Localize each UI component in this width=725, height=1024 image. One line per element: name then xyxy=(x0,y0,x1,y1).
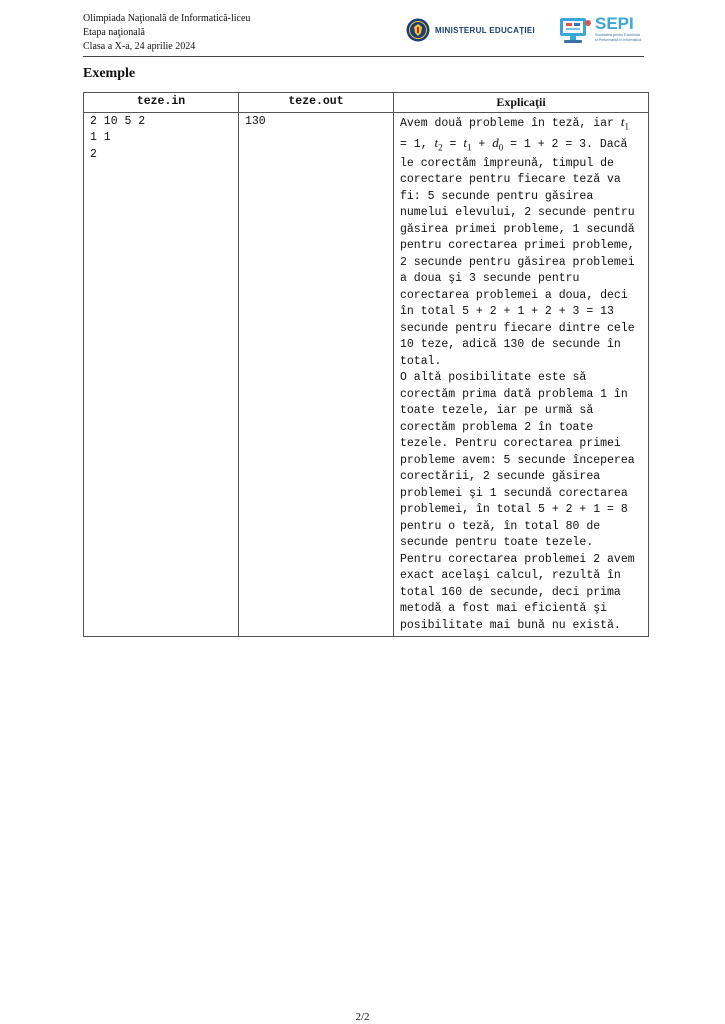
explanation-cell xyxy=(394,112,649,637)
explanation-line: secunde pentru toate tezele. xyxy=(400,536,594,550)
explanation-line: numelui elevului, 2 secunde pentru xyxy=(400,206,635,220)
header-input-file: teze.in xyxy=(84,93,239,113)
explanation-line: probleme avem: 5 secunde începerea xyxy=(400,453,635,467)
header-class-date: Clasa a X-a, 24 aprilie 2024 xyxy=(83,41,196,52)
header-explanations: Explicaţii xyxy=(394,93,649,113)
explanation-line: posibilitate mai bună nu există. xyxy=(400,618,621,632)
header-divider xyxy=(83,56,644,57)
sepi-computer-icon xyxy=(558,15,592,47)
explanation-line: secunde pentru fiecare dintre cele xyxy=(400,321,635,335)
explanation-line: problemei şi 1 secundă corectarea xyxy=(400,486,628,500)
header-olympiad: Olimpiada Naţională de Informatică-liceu xyxy=(83,13,251,24)
table-row xyxy=(84,112,649,637)
explanation-line: corectăm prima dată problema 1 în xyxy=(400,387,628,401)
explanation-line: total 160 de secunde, deci prima xyxy=(400,585,621,599)
explanation-line: le corectăm împreună, timpul de xyxy=(400,156,614,170)
explanation-line: fi: 5 secunde pentru găsirea xyxy=(400,189,594,203)
explanation-line: exact acelaşi calcul, rezultă în xyxy=(400,569,621,583)
explanation-line: = 1, $t_2 = t_1 + d_0 = 1 + 2 = 3$. Dacă xyxy=(400,134,628,153)
explanation-line: tezele. Pentru corectarea primei xyxy=(400,437,621,451)
output-value: 130 xyxy=(245,114,266,128)
explanation-line: corectării, 2 secunde găsirea xyxy=(400,470,601,484)
explanation-line: pentru corectarea primei probleme, xyxy=(400,239,635,253)
explanation-line: metodă a fost mai eficientă şi xyxy=(400,602,608,616)
sepi-logo-subtitle: Societatea pentru Excelență și Performanță în Informatică xyxy=(595,33,642,42)
explanation-line: total. xyxy=(400,354,442,368)
table-header-row xyxy=(84,93,649,113)
explanation-line: a doua şi 3 secunde pentru xyxy=(400,272,580,286)
input-line: 2 xyxy=(90,147,97,161)
section-title: Exemple xyxy=(83,66,136,81)
explanation-line: toate tezele, iar pe urmă să xyxy=(400,404,594,418)
explanation-line: găsirea primei probleme, 1 secundă xyxy=(400,222,635,236)
input-line: 2 10 5 2 xyxy=(90,114,146,128)
explanation-line: corectarea problemei a doua, deci xyxy=(400,288,628,302)
explanation-line: Avem două probleme în teză, iar $t_1$ xyxy=(400,113,629,132)
explanation-line: 10 teze, adică 130 de secunde în xyxy=(400,338,621,352)
ministry-logo xyxy=(406,18,535,42)
header-output-file: teze.out xyxy=(239,93,394,113)
explanation-line: O altă posibilitate este să xyxy=(400,371,587,385)
input-cell xyxy=(84,112,239,637)
explanation-line: 2 secunde pentru găsirea problemei xyxy=(400,255,635,269)
sepi-logo-text: SEPI xyxy=(595,14,634,33)
examples-table xyxy=(83,92,649,637)
explanation-body xyxy=(400,156,642,635)
explanation-line: Pentru corectarea problemei 2 avem xyxy=(400,552,635,566)
explanation-line: corectăm problema 2 în toate xyxy=(400,420,594,434)
explanation-line: problemei, în total 5 + 2 + 1 = 8 xyxy=(400,503,628,517)
header-stage: Etapa naţională xyxy=(83,27,145,38)
input-line: 1 1 xyxy=(90,131,111,144)
output-cell xyxy=(239,112,394,637)
explanation-line: corectare pentru fiecare teză va xyxy=(400,173,621,187)
explanation-line: pentru o teză, în total 80 de xyxy=(400,519,601,533)
explanation-line: în total 5 + 2 + 1 + 2 + 3 = 13 xyxy=(400,305,614,319)
page-number: 2/2 xyxy=(355,1011,370,1023)
romania-coat-of-arms-icon xyxy=(406,18,430,42)
sepi-logo xyxy=(558,15,643,47)
ministry-logo-text: MINISTERUL EDUCAŢIEI xyxy=(435,25,536,35)
